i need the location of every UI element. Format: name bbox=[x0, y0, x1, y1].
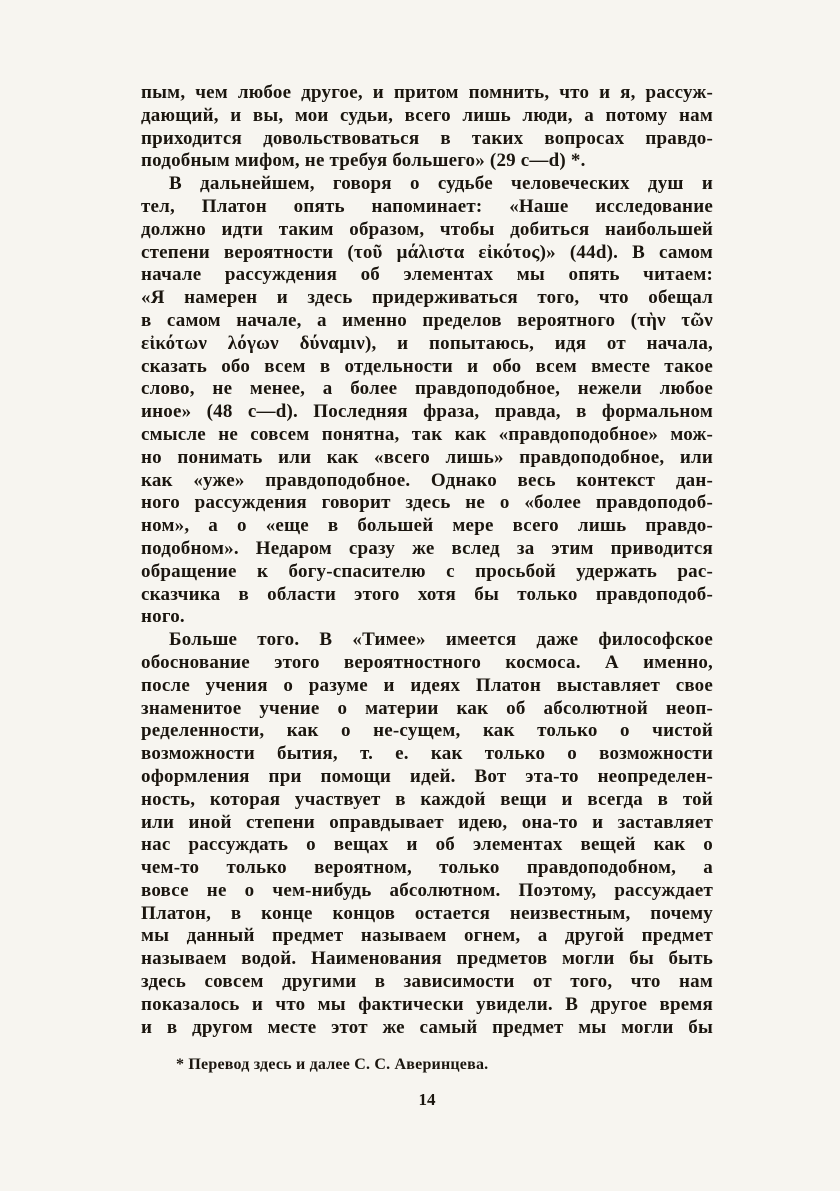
text-line: вовсе не о чем-нибудь абсолютном. Поэтому, рассуждает bbox=[141, 879, 713, 901]
text-line: нас рассуждать о вещах и об элементах вещей как о bbox=[141, 834, 713, 856]
text-line: возможности бытия, т. е. как только о возможности bbox=[141, 743, 713, 765]
text-line: ного. bbox=[141, 606, 185, 628]
text-line: показалось и что мы фактически увидели. В другое время bbox=[141, 993, 713, 1015]
text-line: иное» (48 c—d). Последняя фраза, правда, в формальном bbox=[141, 401, 713, 423]
text-line: Платон, в конце концов остается неизвестным, почему bbox=[141, 902, 713, 924]
text-line: должно идти таким образом, чтобы добиться наибольшей bbox=[141, 218, 713, 240]
text-line: начале рассуждения об элементах мы опять читаем: bbox=[141, 264, 713, 286]
text-line: ном», а о «еще в большей мере всего лишь правдо- bbox=[141, 515, 713, 537]
text-line: слово, не менее, а более правдоподобное, нежели любое bbox=[141, 378, 713, 400]
text-line: чем-то только вероятном, только правдоподобном, а bbox=[141, 857, 713, 879]
text-line: в самом начале, а именно пределов вероятного (τὴν τῶν bbox=[141, 309, 713, 331]
footnote bbox=[176, 1056, 716, 1074]
text-line: подобном». Недаром сразу же вслед за этим приводится bbox=[141, 537, 713, 559]
footnote-text: * Перевод здесь и далее С. С. Аверинцева. bbox=[176, 1056, 489, 1073]
text-line: здесь совсем другими в зависимости от того, что нам bbox=[141, 971, 713, 993]
text-line: Больше того. В «Тимее» имеется даже философское bbox=[169, 629, 713, 651]
text-line: мы данный предмет называем огнем, а другой предмет bbox=[141, 925, 713, 947]
text-line: «Я намерен и здесь придерживаться того, что обещал bbox=[141, 287, 713, 309]
text-line: ность, которая участвует в каждой вещи и всегда в той bbox=[141, 788, 713, 810]
text-line: ределенности, как о не-сущем, как только о чистой bbox=[141, 720, 713, 742]
text-line: сказать обо всем в отдельности и обо всем вместе такое bbox=[141, 355, 713, 377]
text-line: подобным мифом, не требуя большего» (29 c—d) *. bbox=[141, 150, 586, 172]
text-line: В дальнейшем, говоря о судьбе человеческих душ и bbox=[169, 173, 713, 195]
text-line: но понимать или как «всего лишь» правдоподобное, или bbox=[141, 446, 713, 468]
text-line: называем водой. Наименования предметов могли бы быть bbox=[141, 948, 713, 970]
text-line: или иной степени оправдывает идею, она-то и заставляет bbox=[141, 811, 713, 833]
text-line: тел, Платон опять напоминает: «Наше исследование bbox=[141, 195, 713, 217]
page-number: 14 bbox=[418, 1090, 436, 1109]
text-line: смысле не совсем понятна, так как «правдоподобное» мож- bbox=[141, 423, 713, 445]
text-line: степени вероятности (τοῦ μάλιστα εἰκότος)» (44d). В самом bbox=[141, 241, 713, 263]
text-line: обоснование этого вероятностного космоса. А именно, bbox=[141, 651, 713, 673]
text-line: оформления при помощи идей. Вот эта-то неопределен- bbox=[141, 765, 713, 787]
text-line: εἰκότων λόγων δύναμιν), и попытаюсь, идя от начала, bbox=[141, 332, 713, 354]
body-text bbox=[141, 82, 713, 1039]
text-line: знаменитое учение о материи как об абсолютной неоп- bbox=[141, 697, 713, 719]
text-line: ного рассуждения говорит здесь не о «более правдоподоб- bbox=[141, 492, 713, 514]
text-line: и в другом месте этот же самый предмет мы могли бы bbox=[141, 1016, 713, 1038]
text-line: после учения о разуме и идеях Платон выставляет свое bbox=[141, 674, 713, 696]
text-line: пым, чем любое другое, и притом помнить, что и я, рассуж- bbox=[141, 82, 713, 103]
text-line: как «уже» правдоподобное. Однако весь контекст дан- bbox=[141, 469, 713, 491]
text-line: сказчика в области этого хотя бы только правдоподоб- bbox=[141, 583, 713, 605]
text-line: обращение к богу-спасителю с просьбой удержать рас- bbox=[141, 560, 713, 582]
text-line: приходится довольствоваться в таких вопросах правдо- bbox=[141, 127, 713, 149]
text-line: дающий, и вы, мои судьи, всего лишь люди, а потому нам bbox=[141, 104, 713, 126]
